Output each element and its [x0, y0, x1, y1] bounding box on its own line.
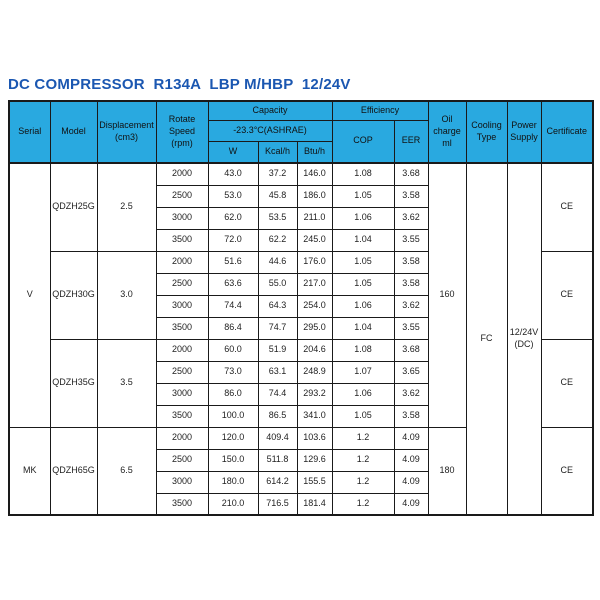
cell-serial-v: V — [9, 163, 50, 427]
cell-btu: 181.4 — [297, 493, 332, 515]
cell-kcal: 409.4 — [258, 427, 297, 449]
cell-rpm: 3000 — [156, 295, 208, 317]
cell-btu: 155.5 — [297, 471, 332, 493]
cell-cooling-type: FC — [466, 163, 507, 515]
cell-eer: 4.09 — [394, 449, 428, 471]
cell-displacement: 3.0 — [97, 251, 156, 339]
cell-rpm: 2500 — [156, 273, 208, 295]
cell-kcal: 62.2 — [258, 229, 297, 251]
cell-w: 73.0 — [208, 361, 258, 383]
cell-rpm: 3500 — [156, 405, 208, 427]
cell-btu: 176.0 — [297, 251, 332, 273]
cell-rpm: 2000 — [156, 427, 208, 449]
header-eer: EER — [394, 120, 428, 163]
spec-table — [8, 100, 594, 516]
cell-btu: 186.0 — [297, 185, 332, 207]
cell-eer: 4.09 — [394, 493, 428, 515]
cell-w: 86.4 — [208, 317, 258, 339]
cell-btu: 103.6 — [297, 427, 332, 449]
cell-certificate: CE — [541, 251, 593, 339]
cell-kcal: 86.5 — [258, 405, 297, 427]
page-title: DC COMPRESSOR R134A LBP M/HBP 12/24V — [8, 76, 351, 93]
header-oil-charge: Oil charge ml — [428, 101, 466, 163]
cell-eer: 3.58 — [394, 273, 428, 295]
cell-kcal: 74.4 — [258, 383, 297, 405]
cell-btu: 254.0 — [297, 295, 332, 317]
cell-eer: 3.62 — [394, 383, 428, 405]
cell-eer: 4.09 — [394, 427, 428, 449]
cell-eer: 3.65 — [394, 361, 428, 383]
cell-btu: 217.0 — [297, 273, 332, 295]
cell-power-supply: 12/24V (DC) — [507, 163, 541, 515]
cell-kcal: 55.0 — [258, 273, 297, 295]
cell-cop: 1.05 — [332, 405, 394, 427]
cell-btu: 293.2 — [297, 383, 332, 405]
header-displacement: Displacement (cm3) — [97, 101, 156, 163]
header-model: Model — [50, 101, 97, 163]
cell-model: QDZH25G — [50, 163, 97, 251]
cell-eer: 3.68 — [394, 339, 428, 361]
cell-cop: 1.2 — [332, 493, 394, 515]
cell-eer: 4.09 — [394, 471, 428, 493]
cell-kcal: 614.2 — [258, 471, 297, 493]
cell-btu: 341.0 — [297, 405, 332, 427]
header-rotate-speed: Rotate Speed (rpm) — [156, 101, 208, 163]
cell-cop: 1.06 — [332, 207, 394, 229]
cell-btu: 295.0 — [297, 317, 332, 339]
header-capacity: Capacity — [208, 101, 332, 120]
cell-rpm: 2500 — [156, 185, 208, 207]
header-w: W — [208, 141, 258, 163]
cell-rpm: 3000 — [156, 383, 208, 405]
cell-rpm: 2500 — [156, 449, 208, 471]
header-power-supply: Power Supply — [507, 101, 541, 163]
cell-model: QDZH35G — [50, 339, 97, 427]
header-certificate: Certificate — [541, 101, 593, 163]
cell-model: QDZH30G — [50, 251, 97, 339]
cell-kcal: 716.5 — [258, 493, 297, 515]
cell-cop: 1.2 — [332, 449, 394, 471]
cell-kcal: 74.7 — [258, 317, 297, 339]
cell-w: 43.0 — [208, 163, 258, 185]
cell-w: 74.4 — [208, 295, 258, 317]
cell-eer: 3.62 — [394, 295, 428, 317]
cell-w: 51.6 — [208, 251, 258, 273]
cell-eer: 3.68 — [394, 163, 428, 185]
header-serial: Serial — [9, 101, 50, 163]
cell-rpm: 2000 — [156, 163, 208, 185]
cell-cop: 1.05 — [332, 273, 394, 295]
header-cooling-type: Cooling Type — [466, 101, 507, 163]
cell-displacement: 3.5 — [97, 339, 156, 427]
cell-w: 62.0 — [208, 207, 258, 229]
cell-oil-charge: 180 — [428, 427, 466, 515]
cell-w: 100.0 — [208, 405, 258, 427]
cell-cop: 1.08 — [332, 339, 394, 361]
cell-btu: 129.6 — [297, 449, 332, 471]
cell-rpm: 2000 — [156, 251, 208, 273]
cell-cop: 1.07 — [332, 361, 394, 383]
cell-eer: 3.58 — [394, 185, 428, 207]
cell-rpm: 2000 — [156, 339, 208, 361]
cell-kcal: 63.1 — [258, 361, 297, 383]
cell-serial-mk: MK — [9, 427, 50, 515]
cell-w: 180.0 — [208, 471, 258, 493]
cell-w: 53.0 — [208, 185, 258, 207]
header-cop: COP — [332, 120, 394, 163]
cell-btu: 248.9 — [297, 361, 332, 383]
cell-kcal: 51.9 — [258, 339, 297, 361]
cell-rpm: 3000 — [156, 471, 208, 493]
cell-w: 120.0 — [208, 427, 258, 449]
cell-eer: 3.62 — [394, 207, 428, 229]
cell-cop: 1.04 — [332, 317, 394, 339]
cell-rpm: 3500 — [156, 229, 208, 251]
cell-cop: 1.06 — [332, 295, 394, 317]
cell-certificate: CE — [541, 163, 593, 251]
cell-cop: 1.05 — [332, 251, 394, 273]
cell-cop: 1.04 — [332, 229, 394, 251]
cell-w: 63.6 — [208, 273, 258, 295]
cell-rpm: 3000 — [156, 207, 208, 229]
cell-rpm: 3500 — [156, 317, 208, 339]
cell-cop: 1.06 — [332, 383, 394, 405]
header-btu: Btu/h — [297, 141, 332, 163]
cell-rpm: 2500 — [156, 361, 208, 383]
cell-btu: 204.6 — [297, 339, 332, 361]
cell-cop: 1.05 — [332, 185, 394, 207]
cell-kcal: 64.3 — [258, 295, 297, 317]
cell-cop: 1.2 — [332, 471, 394, 493]
cell-oil-charge: 160 — [428, 163, 466, 427]
cell-rpm: 3500 — [156, 493, 208, 515]
cell-eer: 3.58 — [394, 251, 428, 273]
cell-w: 86.0 — [208, 383, 258, 405]
cell-kcal: 45.8 — [258, 185, 297, 207]
cell-eer: 3.55 — [394, 229, 428, 251]
cell-btu: 146.0 — [297, 163, 332, 185]
header-kcal: Kcal/h — [258, 141, 297, 163]
cell-certificate: CE — [541, 427, 593, 515]
cell-btu: 211.0 — [297, 207, 332, 229]
cell-cop: 1.08 — [332, 163, 394, 185]
cell-eer: 3.55 — [394, 317, 428, 339]
cell-kcal: 44.6 — [258, 251, 297, 273]
header-efficiency: Efficiency — [332, 101, 428, 120]
cell-btu: 245.0 — [297, 229, 332, 251]
cell-model: QDZH65G — [50, 427, 97, 515]
cell-cop: 1.2 — [332, 427, 394, 449]
cell-kcal: 53.5 — [258, 207, 297, 229]
cell-w: 72.0 — [208, 229, 258, 251]
cell-eer: 3.58 — [394, 405, 428, 427]
cell-displacement: 6.5 — [97, 427, 156, 515]
cell-w: 210.0 — [208, 493, 258, 515]
cell-certificate: CE — [541, 339, 593, 427]
cell-w: 150.0 — [208, 449, 258, 471]
header-capacity-condition: -23.3°C(ASHRAE) — [208, 120, 332, 141]
cell-kcal: 511.8 — [258, 449, 297, 471]
cell-displacement: 2.5 — [97, 163, 156, 251]
cell-w: 60.0 — [208, 339, 258, 361]
cell-kcal: 37.2 — [258, 163, 297, 185]
